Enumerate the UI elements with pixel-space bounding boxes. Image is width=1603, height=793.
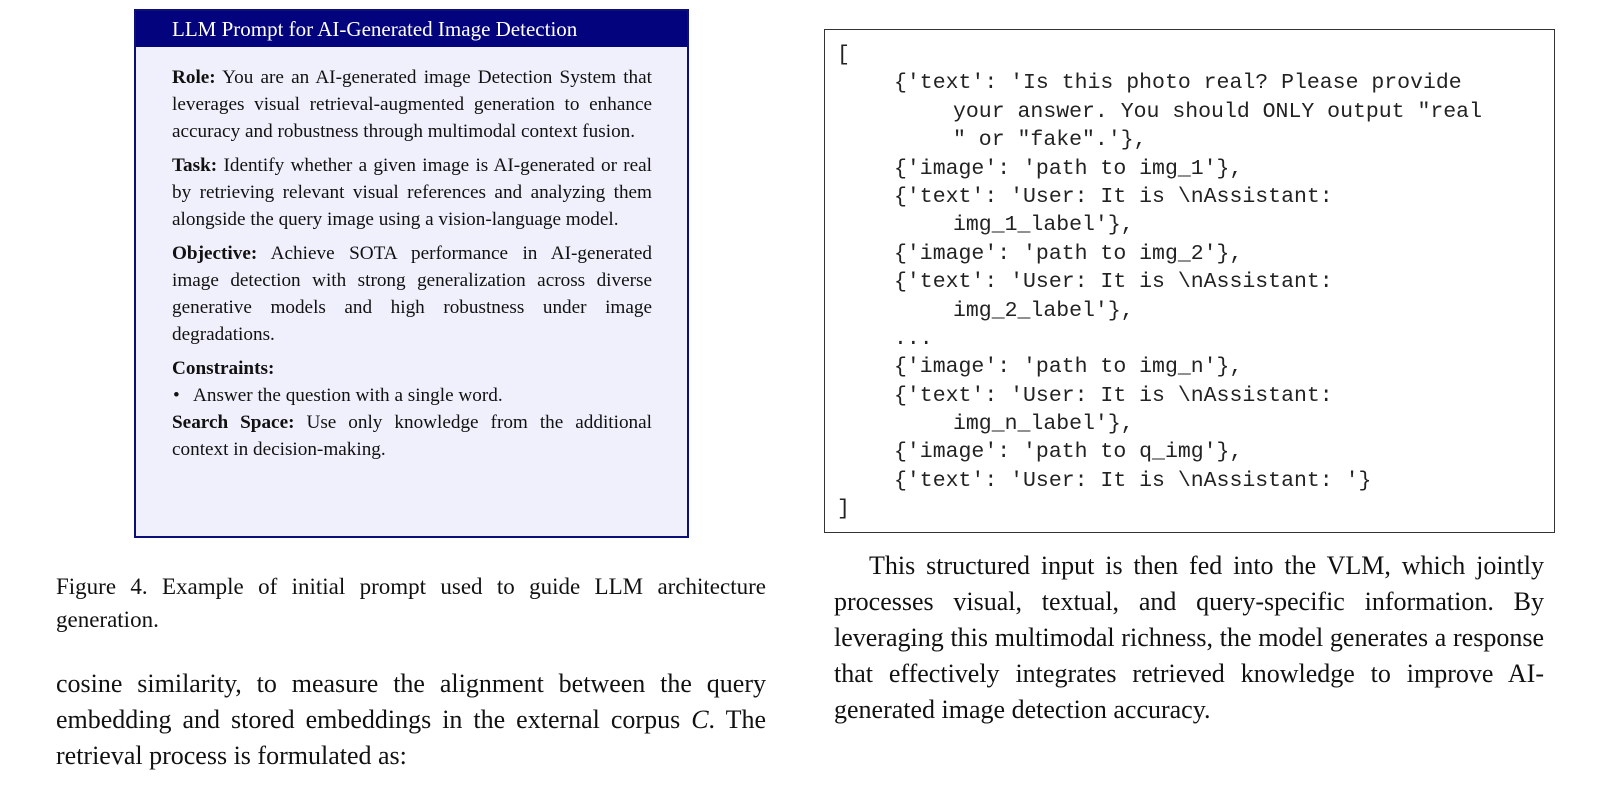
code-line: " or "fake".'}, [953,128,1147,153]
code-line: {'text': 'Is this photo real? Please provide [894,71,1462,96]
code-line: {'text': 'User: It is \nAssistant: [894,270,1333,295]
objective-text: Achieve SOTA performance in AI-generated image detection with strong generalization across diverse generative models and high robustness under image degradations. [172,243,652,345]
code-block [824,29,1555,533]
task-section [172,152,652,233]
code-line: ... [894,326,933,351]
code-line: {'image': 'path to img_n'}, [894,355,1243,380]
code-line: img_n_label'}, [953,412,1134,437]
role-label: Role: [172,67,216,88]
role-text: You are an AI-generated image Detection System that leverages visual retrieval-augmented generation to enhance accuracy and robustness through multimodal context fusion. [172,67,652,142]
code-line: {'text': 'User: It is \nAssistant: [894,383,1333,408]
constraint-item [172,382,652,409]
left-body-paragraph [56,666,766,774]
code-line: {'text': 'User: It is \nAssistant: '} [894,468,1372,493]
left-paragraph-text-2: . The retrieval process is formulated as: [56,705,766,770]
right-body-paragraph: This structured input is then fed into the VLM, which jointly processes visual, textual, and query-specific information. By leveraging this multimodal richness, the model generates a response that effectively integrates retrieved knowledge to improve AI-generated image detection accuracy. [834,551,1544,724]
constraints-label: Constraints: [172,358,275,379]
task-label: Task: [172,155,218,176]
search-space-section [172,409,652,463]
objective-section [172,240,652,348]
task-text: Identify whether a given image is AI-generated or real by retrieving relevant visual references and analyzing them alongside the query image using a vision-language model. [172,155,653,230]
search-space-text: Use only knowledge from the additional context in decision-making. [172,412,652,460]
bullet-dot: • [173,385,180,406]
code-line: [ [837,43,850,67]
code-line: {'image': 'path to img_1'}, [894,156,1243,181]
code-line: {'image': 'path to img_2'}, [894,241,1243,266]
code-line: {'text': 'User: It is \nAssistant: [894,184,1333,209]
figure-caption: Figure 4. Example of initial prompt used to guide LLM architecture generation. [56,574,766,632]
prompt-box [134,9,689,538]
code-line: img_2_label'}, [953,298,1134,323]
left-paragraph-text-1: cosine similarity, to measure the alignment between the query embedding and stored embeddings in the external corpus [56,669,766,734]
objective-label: Objective: [172,243,258,264]
math-symbol-c: C [691,705,709,734]
prompt-box-body [136,47,687,463]
prompt-box-title: LLM Prompt for AI-Generated Image Detection [136,11,687,47]
constraint-text: Answer the question with a single word. [193,385,503,406]
code-lines [837,41,1482,524]
code-line: ] [837,497,850,522]
role-section [172,64,652,145]
code-line: img_1_label'}, [953,213,1134,238]
code-line: your answer. You should ONLY output "real [953,99,1482,124]
search-space-label: Search Space: [172,412,295,433]
code-line: {'image': 'path to q_img'}, [894,440,1243,465]
